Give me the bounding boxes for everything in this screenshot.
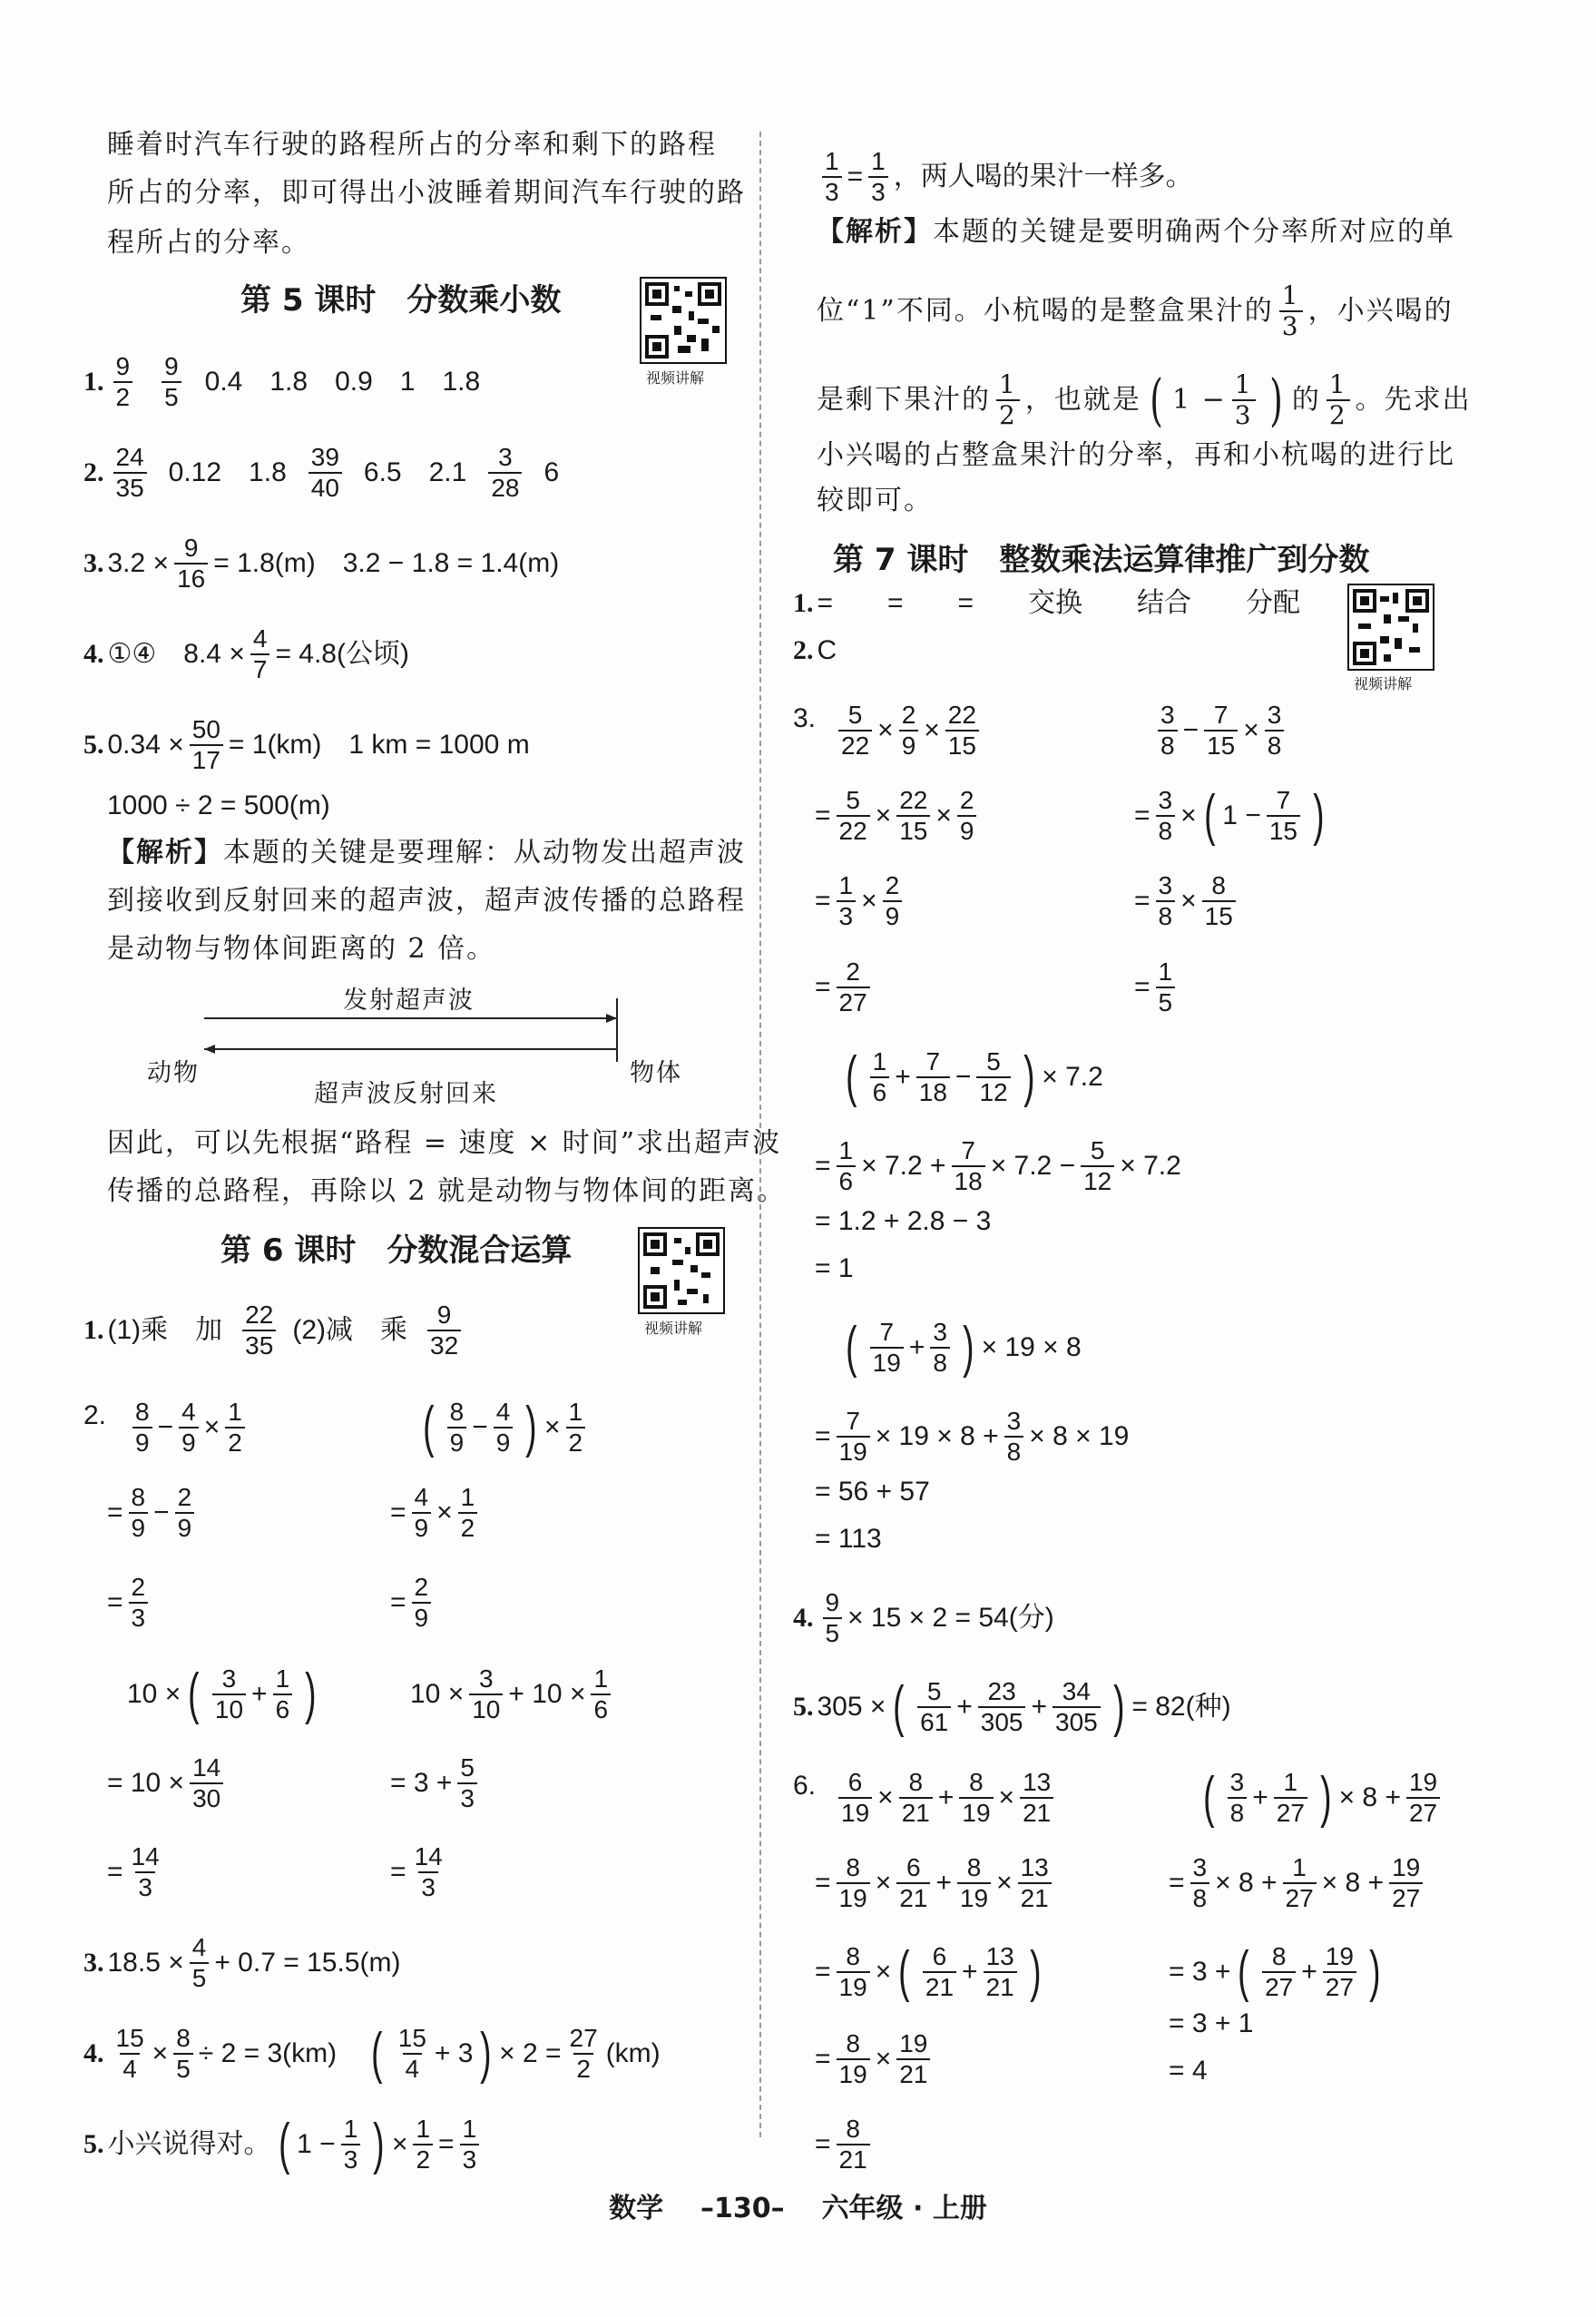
lesson5-analysis-2: 到接收到反射回来的超声波，超声波传播的总路程 — [107, 885, 746, 917]
intro-line-1: 睡着时汽车行驶的路程所占的分率和剩下的路程 — [107, 129, 717, 161]
qr-caption-lesson5: 视频讲解 — [646, 369, 705, 387]
lesson7-q3-number: 3. — [793, 703, 817, 733]
lesson7-answer-5: 5. 305 × ( 5 61 + 23 305 + 34 305 ) = 82(种) — [793, 1675, 1231, 1738]
lesson7-answer-1: 1. = = = 交换 结合 分配 — [793, 588, 1301, 618]
lesson6-title: 第 6 课时 分数混合运算 — [220, 1232, 573, 1269]
diagram-top-label: 发射超声波 — [343, 987, 475, 1015]
qr-caption-lesson7: 视频讲解 — [1354, 675, 1413, 692]
lesson5-title: 第 5 课时 分数乘小数 — [240, 282, 562, 319]
l7q3b-line3: = 3 8 × 8 15 — [1134, 871, 1241, 931]
lesson5-after-2: 传播的总路程，再除以 2 就是动物与物体间的距离。 — [107, 1175, 787, 1207]
l6q2d-line3: = 14 3 — [390, 1842, 443, 1901]
lesson5-answer-5: 5. 0.34 × $\frac{50}{17}$ = 1(km) 1 km = 1000 m — [83, 715, 530, 774]
lesson5-analysis-3: 是动物与物体间距离的 2 倍。 — [107, 933, 496, 965]
l7q6a-line5: = 8 21 — [815, 2115, 876, 2175]
lesson5-answer-1: 1. 9 2 9 5 0.4 1.8 0.9 1 1.8 — [83, 352, 481, 411]
lesson5-answer-4: 4. ①④ 8.4 × $\frac{4}{7}$ = 4.8(公顷) — [83, 624, 409, 683]
l7q3a-line1: 5 22 × 2 9 × 22 15 — [833, 701, 984, 761]
l6q2c-line2: = 10 × 14 30 — [107, 1753, 229, 1813]
page-footer — [0, 2185, 1596, 2225]
l7q3b-line2: = 3 8 × ( 1 − 7 15 ) — [1134, 784, 1325, 847]
l7q3d-line1: ( 7 19 + 3 8 ) × 19 × 8 — [846, 1316, 1082, 1379]
l7q3a-line2: = 5 22 × 22 15 × 2 9 — [815, 786, 982, 846]
right-analysis-4: 小兴喝的占整盒果汁的分率，再和小杭喝的进行比 — [817, 439, 1455, 471]
qr-code-lesson6[interactable] — [638, 1227, 725, 1314]
l7q3b-line4: = 1 5 — [1134, 957, 1180, 1017]
intro-line-2: 所占的分率，即可得出小波睡着期间汽车行驶的路 — [107, 177, 746, 209]
l7q3a-line3: = 1 3 × 2 9 — [815, 871, 907, 931]
l6q2b-line3: = 2 9 — [390, 1573, 436, 1633]
right-analysis-3: 是剩下果汁的 1 2 ，也就是 ( 1 − 1 3 ) 的 1 2 。先求出 — [817, 367, 1472, 433]
lesson5-after-1: 因此，可以先根据“路程 = 速度 × 时间”求出超声波 — [107, 1127, 782, 1159]
lesson5-answer-3: 3. 3.2 × $\frac{9}{16}$ = 1.8(m) 3.2 − 1.8 = 1.4(m) — [83, 534, 560, 593]
footer-subject: 数学 — [609, 2193, 664, 2224]
l6q2a-line2: = 8 9 − 2 9 — [107, 1483, 200, 1543]
l7q6b-line3: = 3 + ( 8 27 + 19 27 ) — [1169, 1940, 1381, 2003]
l7q6b-line5: = 4 — [1169, 2056, 1208, 2086]
diagram-left-label: 动物 — [147, 1059, 200, 1087]
l7q3c-line2: = 1 6 × 7.2 + 7 18 × 7.2 − 5 12 × 7.2 — [815, 1136, 1181, 1195]
right-analysis-1: 【解析】 本题的关键是要明确两个分率所对应的单 — [817, 216, 1455, 248]
l7q3c-line4: = 1 — [815, 1253, 854, 1283]
l7q6b-line4: = 3 + 1 — [1169, 2008, 1254, 2038]
right-top-line: 1 3 = 1 3 ，两人喝的果汁一样多。 — [817, 147, 1193, 207]
lesson6-q2-number: 2. — [83, 1400, 107, 1430]
l7q3d-line3: = 56 + 57 — [815, 1477, 930, 1507]
l6q2d-line1: 10 × 3 10 + 10 × 1 6 — [410, 1664, 616, 1724]
footer-grade: 六年级 · 上册 — [821, 2193, 987, 2224]
lesson7-answer-4: 4. $\frac{9}{5}$ × 15 × 2 = 54(分) — [793, 1588, 1054, 1647]
l7q3c-line3: = 1.2 + 2.8 − 3 — [815, 1206, 992, 1236]
column-divider — [759, 132, 761, 2137]
lesson7-title: 第 7 课时 整数乘法运算律推广到分数 — [833, 542, 1370, 578]
page-number: –130– — [700, 2193, 785, 2224]
l7q6a-line1: 6 19 × 8 21 + 8 19 × 13 21 — [833, 1768, 1059, 1828]
lesson5-analysis-1: 【解析】 本题的关键是要理解：从动物发出超声波 — [107, 837, 746, 869]
lesson7-q6-number: 6. — [793, 1771, 817, 1801]
l7q3d-line2: = 7 19 × 19 × 8 + 3 8 × 8 × 19 — [815, 1407, 1130, 1466]
right-analysis-2: 位“1”不同。小杭喝的是整盒果汁的 1 3 ，小兴喝的 — [817, 280, 1454, 341]
l7q3d-line4: = 113 — [815, 1524, 882, 1554]
lesson6-answer-1: 1. (1)乘 加 22 35 (2)减 乘 9 32 — [83, 1301, 466, 1360]
intro-line-3: 程所占的分率。 — [107, 227, 310, 259]
lesson5-answer-2: 2. 24 35 0.12 1.8 39 40 6.5 2.1 3 28 6 — [83, 443, 560, 502]
l6q2b-line1: ( 8 9 − 4 9 ) × 1 2 — [416, 1398, 591, 1458]
l6q2a-line1: 8 9 − 4 9 × 1 2 — [127, 1398, 250, 1458]
lesson6-answer-3: 3. 18.5 × $\frac{4}{5}$ + 0.7 = 15.5(m) — [83, 1933, 401, 1992]
qr-code-lesson7[interactable] — [1347, 584, 1434, 671]
l7q3c-line1: ( 1 6 + 7 18 − 5 12 ) × 7.2 — [846, 1046, 1103, 1108]
l7q6a-line2: = 8 19 × 6 21 + 8 19 × 13 21 — [815, 1853, 1057, 1913]
right-analysis-5: 较即可。 — [817, 485, 933, 516]
l7q6b-line2: = 3 8 × 8 + 1 27 × 8 + 19 27 — [1169, 1853, 1428, 1913]
diagram-bottom-label: 超声波反射回来 — [314, 1080, 498, 1108]
qr-code-lesson5[interactable] — [640, 277, 727, 364]
l6q2d-line2: = 3 + 5 3 — [390, 1753, 483, 1813]
l7q6a-line4: = 8 19 × 19 21 — [815, 2029, 935, 2089]
l7q6b-line1: ( 3 8 + 1 27 ) × 8 + 19 27 — [1196, 1768, 1445, 1828]
l7q6a-line3: = 8 19 × ( 6 21 + 13 21 ) — [815, 1940, 1042, 2003]
l7q3a-line4: = 2 27 — [815, 957, 876, 1017]
diagram-right-label: 物体 — [630, 1059, 682, 1087]
lesson5-answer-5-line2: 1000 ÷ 2 = 500(m) — [107, 790, 330, 820]
l6q2c-line3: = 14 3 — [107, 1842, 160, 1901]
qr-caption-lesson6: 视频讲解 — [644, 1320, 703, 1337]
l7q3b-line1: 3 8 − 7 15 × 3 8 — [1152, 701, 1289, 761]
l6q2c-line1: 10 × ( 3 10 + 1 6 ) — [127, 1663, 317, 1725]
l6q2a-line3: = 2 3 — [107, 1573, 153, 1633]
lesson6-answer-4: 4. 15 4 × $\frac{8}{5}$ ÷ 2 = 3(km) ( 15 4 + 3 ) × 2 = $\frac{27}{2}$ (km) — [83, 2022, 661, 2085]
lesson6-answer-5: 5. 小兴说得对。 ( 1 − 1 3 ) × 1 2 = 1 3 — [83, 2115, 485, 2175]
lesson7-answer-2: 2. C — [793, 635, 837, 665]
l6q2b-line2: = 4 9 × 1 2 — [390, 1483, 483, 1543]
